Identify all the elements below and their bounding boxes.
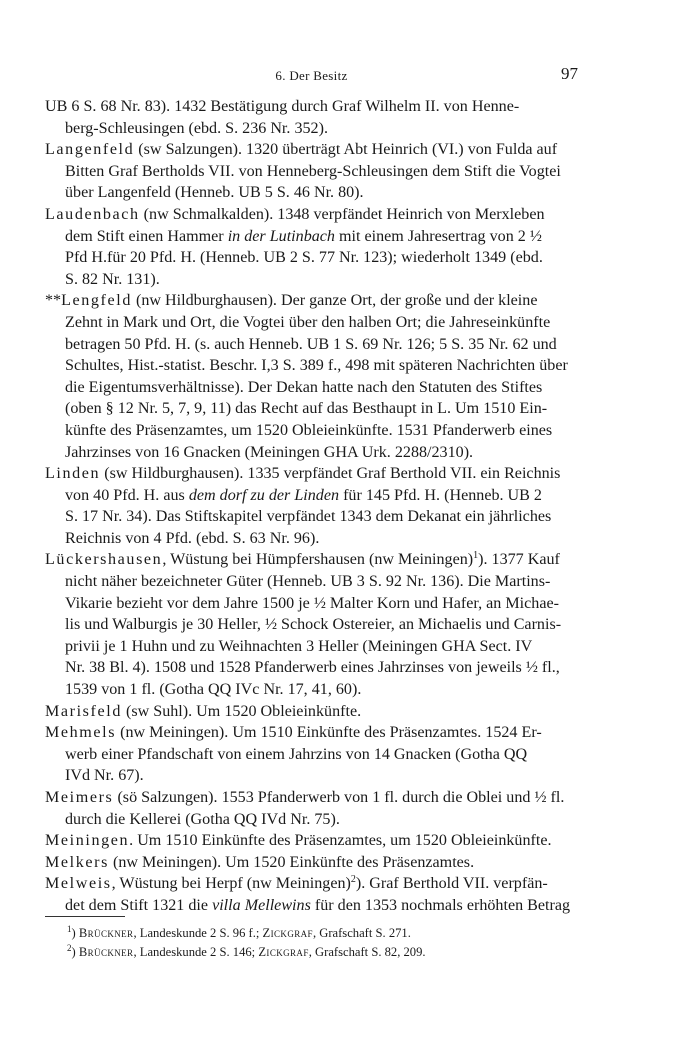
footnote-author: Zickgraf — [258, 945, 309, 959]
entry-lueckershausen: Lückershausen, Wüstung bei Hümpfershausen (nw Meiningen)$^1$). 1377 Kauf nicht näher bezeichneter Güter (Henneb. UB 3 S. 92 Nr. 136). Die Martins- Vikarie bezieht vor dem Jahre 1500 je ½ Malter Korn und Hafer, an Michae- lis und Walburgis je 30 Heller, ½ Schock Ostereier, an Michaelis und Carnis- privii je 1 Huhn und zu Weihnachten 3 Heller (Meiningen GHA Sect. IV Nr. 38 Bl. 4). 1508 und 1528 Pfanderwerb eines Jahrzinses von jeweils ½ fl., 1539 von 1 fl. (Gotha QQ IVc Nr. 17, 41, 60). — [45, 550, 562, 699]
footnote-marker: 2 — [67, 943, 72, 953]
entry-melkers: Melkers (nw Meiningen). Um 1520 Einkünfte des Präsenzamtes. — [45, 853, 475, 871]
footnote-author: Brückner — [78, 926, 134, 940]
entry-marisfeld: Marisfeld (sw Suhl). Um 1520 Obleieinkünfte. — [45, 702, 362, 720]
entry-headword: Mehmels — [45, 724, 117, 742]
footnote-divider — [45, 916, 125, 917]
italic-quote: in der Lutinbach — [227, 227, 335, 245]
entry-headword: Laudenbach — [45, 205, 140, 223]
entry-headword: Marisfeld — [45, 702, 122, 720]
running-head: 6. Der Besitz — [275, 68, 348, 83]
footnote-reference[interactable]: 2 — [350, 874, 356, 886]
entry-continuation: UB 6 S. 68 Nr. 83). 1432 Bestätigung durch Graf Wilhelm II. von Henne- berg-Schleusingen (ebd. S. 236 Nr. 352). — [45, 98, 520, 137]
footnote-2: $^2$) Brückner, Landeskunde 2 S. 146; Zickgraf, Grafschaft S. 82, 209. — [67, 943, 426, 959]
footnote-reference[interactable]: 1 — [473, 550, 479, 562]
footnote-author: Zickgraf — [262, 926, 313, 940]
body-text — [45, 96, 578, 917]
footnotes — [67, 924, 578, 962]
entry-headword: Linden — [45, 465, 101, 483]
entry-lengfeld: **Lengfeld (nw Hildburghausen). Der ganze Ort, der große und der kleine Zehnt in Mark und Ort, die Vogtei über den halben Ort; die Jahreseinkünfte betragen 50 Pfd. H. (s. auch Henneb. UB 1 S. 69 Nr. 126; 5 S. 35 Nr. 62 und Schultes, Hist.-statist. Beschr. I,3 S. 389 f., 498 mit späteren Nachrichten über die Eigentumsverhältnisse). Der Dekan hatte nach den Statuten des Stiftes (oben § 12 Nr. 5, 7, 9, 11) das Recht auf das Besthaupt in L. Um 1510 Ein- künfte des Präsenzamtes, um 1520 Obleieinkünfte. 1531 Pfanderwerb eines Jahrzinses von 16 Gnacken (Meiningen GHA Urk. 2288/2310). — [45, 292, 568, 461]
entry-langenfeld: Langenfeld (sw Salzungen). 1320 überträgt Abt Heinrich (VI.) von Fulda auf Bitten Graf Bertholds VII. von Henneberg-Schleusingen dem Stift die Vogtei über Langenfeld (Henneb. UB 5 S. 46 Nr. 80). — [45, 141, 561, 202]
page-header — [45, 66, 578, 86]
double-asterisk-mark: ** — [45, 292, 62, 310]
entry-mehmels: Mehmels (nw Meiningen). Um 1510 Einkünfte des Präsenzamtes. 1524 Er- werb einer Pfandschaft von einem Jahrzins von 14 Gnacken (Gotha QQ IVd Nr. 67). — [45, 724, 542, 785]
footnote-author: Brückner — [78, 945, 134, 959]
entry-headword: Lückershausen — [45, 551, 163, 569]
italic-quote: dem dorf zu der Linden — [188, 486, 340, 504]
entry-headword: Melweis — [45, 875, 112, 893]
entry-headword: Lengfeld — [61, 292, 132, 310]
entry-headword: Langenfeld — [45, 141, 135, 159]
entry-melweis: Melweis, Wüstung bei Herpf (nw Meiningen)$^2$). Graf Berthold VII. verpfän- det dem Stift 1321 die villa Mellewins für den 1353 nochmals erhöhten Betrag — [45, 874, 571, 914]
entry-meiningen: Meiningen. Um 1510 Einkünfte des Präsenzamtes, um 1520 Obleieinkünfte. — [45, 832, 552, 850]
entry-laudenbach: Laudenbach (nw Schmalkalden). 1348 verpfändet Heinrich von Merxleben dem Stift einen Hammer in der Lutinbach mit einem Jahresertrag von 2 ½ Pfd H.für 20 Pfd. H. (Henneb. UB 2 S. 77 Nr. 123); wiederholt 1349 (ebd. S. 82 Nr. 131). — [45, 205, 545, 288]
footnote-marker: 1 — [67, 924, 72, 934]
page-number: 97 — [561, 64, 578, 83]
entry-headword: Meimers — [45, 789, 114, 806]
italic-quote: villa Mellewins — [212, 896, 311, 914]
entry-headword: Melkers — [45, 853, 109, 871]
entry-headword: Meiningen — [45, 832, 130, 850]
entry-meimers: Meimers (sö Salzungen). 1553 Pfanderwerb von 1 fl. durch die Oblei und ½ fl. durch die Kellerei (Gotha QQ IVd Nr. 75). — [45, 789, 565, 828]
entry-linden: Linden (sw Hildburghausen). 1335 verpfändet Graf Berthold VII. ein Reichnis von 40 Pfd. H. aus dem dorf zu der Linden für 145 Pfd. H. (Henneb. UB 2 S. 17 Nr. 34). Das Stiftskapitel verpfändet 1343 dem Dekanat ein jährliches Reichnis von 4 Pfd. (ebd. S. 63 Nr. 96). — [45, 465, 561, 547]
footnote-1: $^1$) Brückner, Landeskunde 2 S. 96 f.; Zickgraf, Grafschaft S. 271. — [67, 924, 411, 940]
